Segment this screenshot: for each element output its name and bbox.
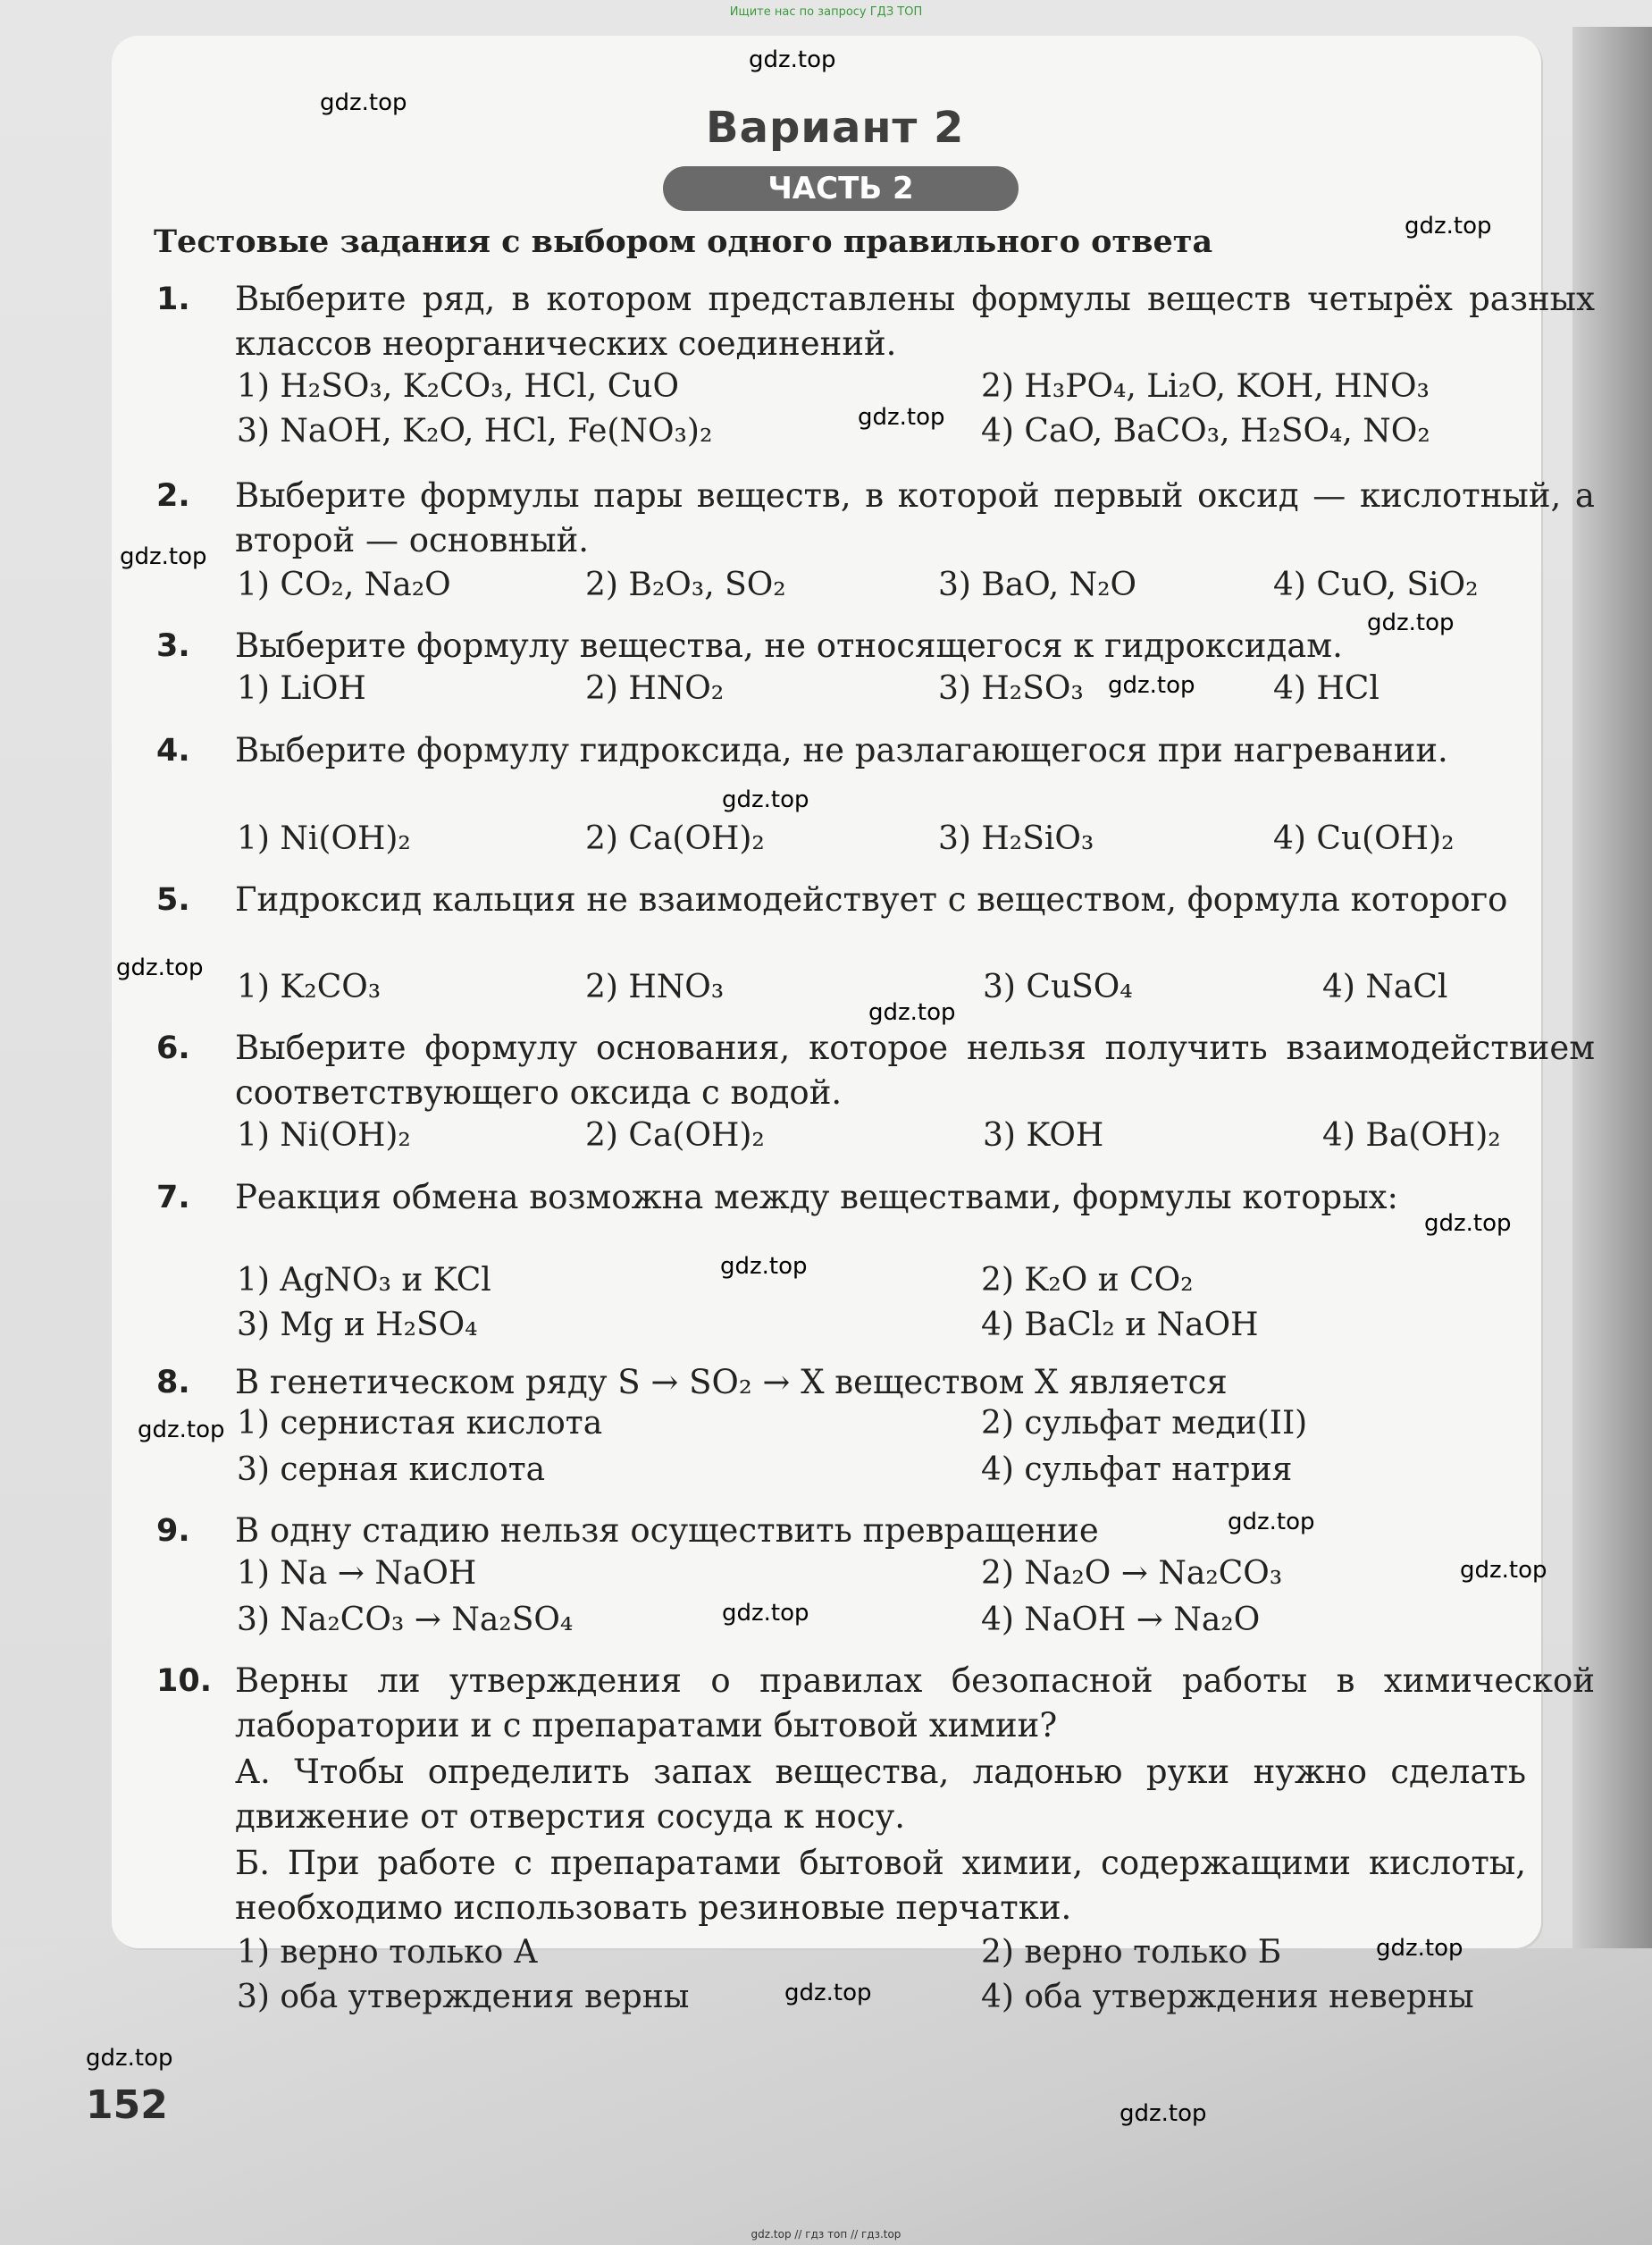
answer-option: 2) Ca(OH)₂ (585, 1117, 765, 1154)
part-badge: ЧАСТЬ 2 (663, 166, 1019, 211)
answer-option: 2) верно только Б (981, 1934, 1282, 1971)
answer-option: 3) H₂SO₃ (938, 670, 1084, 707)
header-note: Ищите нас по запросу ГДЗ ТОП (729, 5, 923, 19)
watermark: gdz.top (858, 404, 945, 431)
watermark: gdz.top (116, 954, 204, 981)
answer-option: 2) K₂O и CO₂ (981, 1262, 1194, 1299)
question-number: 6. (156, 1030, 190, 1066)
answer-option: 4) NaOH → Na₂O (981, 1602, 1261, 1638)
answer-option: 2) Na₂O → Na₂CO₃ (981, 1555, 1283, 1592)
question-text: В генетическом ряду S → SO₂ → X веществом X является (235, 1363, 1228, 1401)
answer-option: 2) HNO₃ (585, 969, 725, 1005)
watermark: gdz.top (784, 1980, 872, 2006)
answer-option: 2) H₃PO₄, Li₂O, KOH, HNO₃ (981, 368, 1430, 405)
answer-option: 1) сернистая кислота (237, 1405, 603, 1442)
answer-option: 3) BaO, N₂O (938, 567, 1137, 603)
answer-option: 3) H₂SiO₃ (938, 820, 1094, 857)
watermark: gdz.top (138, 1417, 225, 1443)
answer-option: 1) Na → NaOH (237, 1555, 477, 1592)
answer-option: 4) сульфат натрия (981, 1451, 1293, 1488)
answer-option: 1) верно только А (237, 1934, 539, 1971)
watermark: gdz.top (1460, 1557, 1547, 1584)
question-number: 1. (156, 282, 190, 317)
statement-a-text: А. Чтобы определить запах вещества, ладонью руки нужно сделать движение от отверстия сосуда к носу. (235, 1753, 1526, 1836)
answer-option: 3) NaOH, K₂O, HCl, Fe(NO₃)₂ (237, 413, 713, 450)
answer-option: 4) NaCl (1322, 969, 1448, 1005)
watermark: gdz.top (86, 2045, 173, 2072)
answer-option: 2) B₂O₃, SO₂ (585, 567, 786, 603)
watermark: gdz.top (1376, 1935, 1463, 1962)
question-number: 8. (156, 1365, 190, 1400)
statement-b-text: Б. При работе с препаратами бытовой химии, содержащими кислоты, необходимо использовать резиновые перчатки. (235, 1844, 1526, 1927)
answer-option: 1) CO₂, Na₂O (237, 567, 451, 603)
question-text: Верны ли утверждения о правилах безопасной работы в химической лаборатории и с препаратами бытовой химии? (235, 1661, 1595, 1745)
watermark: gdz.top (1424, 1210, 1512, 1237)
question-number: 3. (156, 628, 190, 664)
answer-option: 4) Cu(OH)₂ (1273, 820, 1455, 857)
watermark: gdz.top (120, 543, 207, 570)
question-text: Выберите формулу вещества, не относящегося к гидроксидам. (235, 626, 1343, 665)
answer-option: 1) Ni(OH)₂ (237, 820, 411, 857)
answer-option: 4) HCl (1273, 670, 1379, 707)
footer-note: gdz.top // гдз топ // гдз.top (751, 2228, 901, 2241)
question-text: Выберите ряд, в котором представлены формулы веществ четырёх разных классов неорганических соединений. (235, 280, 1595, 363)
answer-option: 4) BaCl₂ и NaOH (981, 1307, 1259, 1343)
watermark: gdz.top (749, 46, 836, 73)
watermark: gdz.top (722, 1600, 809, 1627)
watermark: gdz.top (1108, 672, 1195, 699)
watermark: gdz.top (1405, 213, 1492, 240)
answer-option: 3) серная кислота (237, 1451, 546, 1488)
watermark: gdz.top (320, 89, 407, 116)
watermark: gdz.top (1367, 610, 1455, 636)
question-number: 2. (156, 478, 190, 514)
watermark: gdz.top (868, 999, 956, 1026)
question-text: Выберите формулу гидроксида, не разлагающегося при нагревании. (235, 731, 1448, 769)
question-number: 5. (156, 882, 190, 918)
answer-option: 3) CuSO₄ (983, 969, 1133, 1005)
answer-option: 3) оба утверждения верны (237, 1979, 690, 2015)
question-number: 4. (156, 733, 190, 769)
section-heading: Тестовые задания с выбором одного правильного ответа (154, 223, 1213, 260)
question-text: Реакция обмена возможна между веществами, формулы которых: (235, 1178, 1398, 1216)
answer-option: 2) сульфат меди(II) (981, 1405, 1308, 1442)
answer-option: 4) Ba(OH)₂ (1322, 1117, 1501, 1154)
answer-option: 3) KOH (983, 1117, 1104, 1154)
answer-option: 4) оба утверждения неверны (981, 1979, 1474, 2015)
watermark: gdz.top (722, 786, 809, 813)
question-text: В одну стадию нельзя осуществить превращение (235, 1511, 1099, 1550)
answer-option: 2) Ca(OH)₂ (585, 820, 765, 857)
answer-option: 3) Mg и H₂SO₄ (237, 1307, 478, 1343)
variant-title: Вариант 2 (706, 103, 965, 153)
answer-option: 4) CuO, SiO₂ (1273, 567, 1479, 603)
answer-option: 1) K₂CO₃ (237, 969, 382, 1005)
question-text: Выберите формулы пары веществ, в которой первый оксид — кислотный, а второй — основный. (235, 476, 1595, 559)
question-number: 10. (156, 1663, 213, 1699)
question-text: Выберите формулу основания, которое нельзя получить взаимодействием соответствующего оксида с водой. (235, 1029, 1595, 1112)
answer-option: 1) AgNO₃ и KCl (237, 1262, 491, 1299)
question-number: 9. (156, 1513, 190, 1549)
watermark: gdz.top (1228, 1509, 1315, 1535)
page-number: 152 (86, 2082, 168, 2128)
answer-option: 1) Ni(OH)₂ (237, 1117, 411, 1154)
question-text: Гидроксид кальция не взаимодействует с веществом, формула которого (235, 880, 1508, 919)
watermark: gdz.top (720, 1253, 808, 1280)
answer-option: 1) H₂SO₃, K₂CO₃, HCl, CuO (237, 368, 679, 405)
answer-option: 3) Na₂CO₃ → Na₂SO₄ (237, 1602, 574, 1638)
answer-option: 1) LiOH (237, 670, 366, 707)
watermark: gdz.top (1120, 2100, 1207, 2127)
answer-option: 2) HNO₂ (585, 670, 725, 707)
answer-option: 4) CaO, BaCO₃, H₂SO₄, NO₂ (981, 413, 1430, 450)
question-number: 7. (156, 1180, 190, 1215)
